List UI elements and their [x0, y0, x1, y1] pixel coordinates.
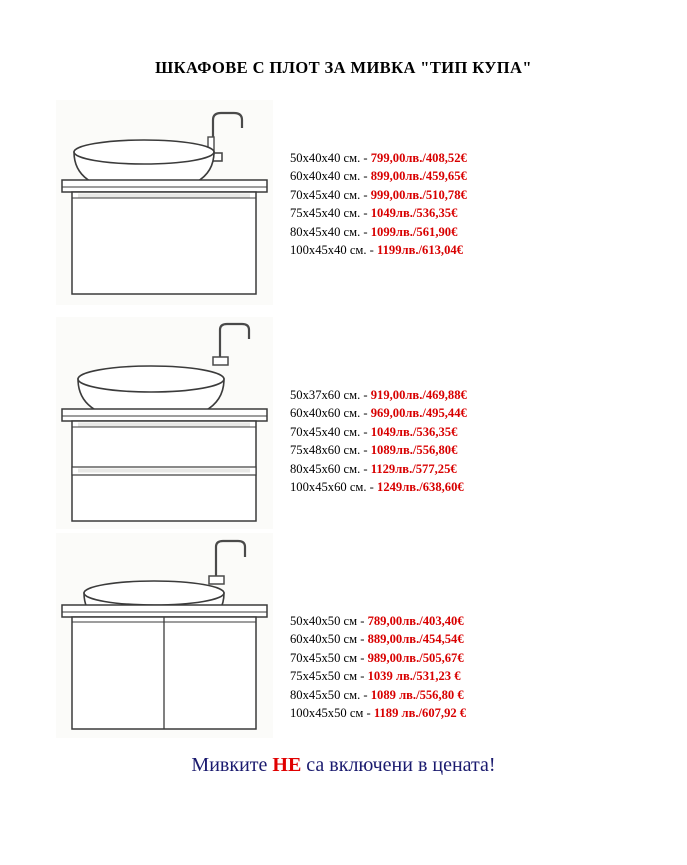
- price-value: 1249лв./638,60€: [377, 479, 464, 494]
- price-row: [290, 167, 467, 185]
- price-row: [290, 223, 467, 241]
- footer-note-highlight: НЕ: [272, 754, 302, 776]
- price-dimension: 75x48x60 см. -: [290, 443, 371, 458]
- product-3-price-list: [290, 612, 466, 722]
- price-value: 1049лв./536,35€: [370, 424, 458, 439]
- page-title: ШКАФОВЕ С ПЛОТ ЗА МИВКА "ТИП КУПА": [155, 58, 532, 77]
- price-row: [290, 667, 466, 685]
- price-value: 989,00лв./505,67€: [367, 650, 464, 665]
- price-value: 969,00лв./495,44€: [370, 406, 467, 421]
- price-value: 1039 лв./531,23 €: [367, 669, 461, 684]
- price-row: [290, 386, 467, 404]
- price-value: 999,00лв./510,78€: [370, 187, 467, 202]
- price-dimension: 100x45x40 см. -: [290, 242, 378, 257]
- price-value: 1189 лв./607,92 €: [373, 705, 467, 720]
- product-2-price-list: [290, 386, 467, 496]
- price-dimension: 50x40x50 см -: [290, 614, 368, 628]
- price-value: 1099лв./561,90€: [370, 224, 458, 239]
- product-3-illustration: [56, 533, 273, 738]
- price-value: 1199лв./613,04€: [377, 242, 463, 257]
- price-row: [290, 241, 467, 259]
- price-dimension: 75x45x40 см. -: [290, 206, 371, 221]
- price-value: 889,00лв./454,54€: [367, 632, 464, 647]
- price-value: 899,00лв./459,65€: [370, 169, 467, 184]
- price-dimension: 60x40x50 см -: [290, 632, 368, 647]
- price-dimension: 80x45x50 см. -: [290, 687, 371, 702]
- price-dimension: 80x45x40 см. -: [290, 224, 371, 239]
- price-dimension: 70x45x50 см -: [290, 650, 368, 665]
- price-row: [290, 478, 467, 496]
- footer-note-suffix: са включени в цената!: [301, 754, 496, 776]
- price-row: [290, 149, 467, 167]
- price-dimension: 70x45x40 см. -: [290, 187, 371, 202]
- price-dimension: 100x45x60 см. -: [290, 479, 378, 494]
- price-dimension: 50x37x60 см. -: [290, 388, 371, 402]
- price-dimension: 80x45x60 см. -: [290, 461, 371, 476]
- price-row: [290, 404, 467, 422]
- price-row: [290, 630, 466, 648]
- footer-note: [0, 754, 687, 777]
- price-row: [290, 441, 467, 459]
- price-value: 1129лв./577,25€: [370, 461, 457, 476]
- price-value: 919,00лв./469,88€: [370, 388, 467, 402]
- price-dimension: 50x40x40 см. -: [290, 151, 371, 165]
- price-value: 1089лв./556,80€: [370, 443, 458, 458]
- price-row: [290, 460, 467, 478]
- price-value: 789,00лв./403,40€: [367, 614, 464, 628]
- price-row: [290, 204, 467, 222]
- price-dimension: 100x45x50 см -: [290, 705, 374, 720]
- price-row: [290, 423, 467, 441]
- price-dimension: 70x45x40 см. -: [290, 424, 371, 439]
- product-1-illustration: [56, 100, 273, 305]
- price-dimension: 75x45x50 см -: [290, 669, 368, 684]
- price-row: [290, 686, 466, 704]
- product-1-price-list: [290, 149, 467, 259]
- price-row: [290, 704, 466, 722]
- product-2-illustration: [56, 317, 273, 529]
- price-row: [290, 612, 466, 630]
- price-value: 1049лв./536,35€: [370, 206, 458, 221]
- price-dimension: 60x40x60 см. -: [290, 406, 371, 421]
- price-value: 1089 лв./556,80 €: [370, 687, 464, 702]
- footer-note-prefix: Мивките: [191, 754, 273, 776]
- price-row: [290, 649, 466, 667]
- price-dimension: 60x40x40 см. -: [290, 169, 371, 184]
- price-row: [290, 186, 467, 204]
- price-value: 799,00лв./408,52€: [370, 151, 467, 165]
